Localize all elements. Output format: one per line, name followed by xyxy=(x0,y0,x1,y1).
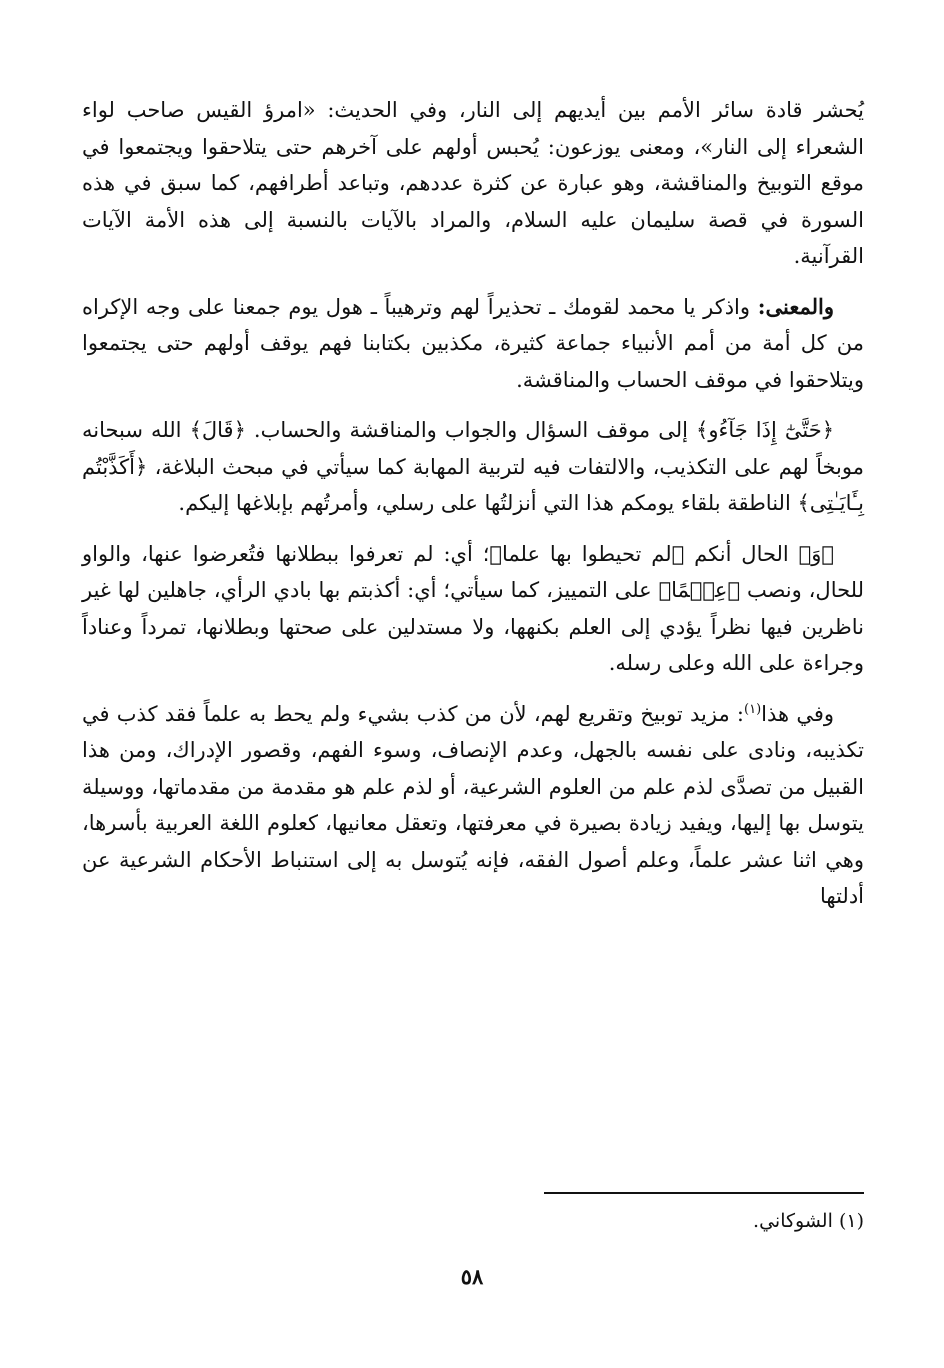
paragraph-2 xyxy=(82,289,864,399)
paragraph-4 xyxy=(82,536,864,682)
paragraph-5-start: وفي هذا xyxy=(761,701,834,726)
footnote-number: (١) xyxy=(838,1210,864,1232)
paragraph-5-text: : مزيد توبيخ وتقريع لهم، لأن من كذب بشيء ولم يحط به علماً فقد كذب في تكذيبه، ونادى على نفسه بالجهل، وعدم الإنصاف، وسوء الفهم، وقصور الإدراك، ومن هذا القبيل من تصدَّى لذم علم من العلوم الشرعية، أو لذم علم هو مقدمة من مقدماتها، ووسيلة يتوسل بها إليها، ويفيد زيادة بصيرة في معرفتها، وتعقل معانيها، كعلوم اللغة العربية بأسرها، وهي اثنا عشر علماً، وعلم أصول الفقه، فإنه يُتوسل به إلى استنباط الأحكام الشرعية عن أدلتها xyxy=(82,701,864,908)
paragraph-1-text: يُحشر قادة سائر الأمم بين أيديهم إلى النار، وفي الحديث: «امرؤ القيس صاحب لواء الشعراء إلى النار»، ومعنى يوزعون: يُحبس أولهم على آخرهم حتى يتلاحقوا ويجتمعوا في موقع التوبيخ والمناقشة، وهو عبارة عن كثرة عددهم، وتباعد أطرافهم، كما سبق في هذه السورة في قصة سليمان عليه السلام، والمراد بالآيات بالنسبة إلى هذه الأمة الآيات القرآنية. xyxy=(82,98,864,268)
paragraph-2-text: واذكر يا محمد لقومك ـ تحذيراً لهم وترهيباً ـ هول يوم جمعنا على وجه الإكراه من كل أمة من أمم الأنبياء جماعة كثيرة، مكذبين بكتابنا فهم يوقف أولهم حتى يجتمعوا ويتلاحقوا في موقف الحساب والمناقشة. xyxy=(82,294,864,392)
page-body xyxy=(82,92,864,929)
footnote xyxy=(82,1206,864,1236)
paragraph-1 xyxy=(82,92,864,275)
page-number: ٥٨ xyxy=(460,1264,484,1289)
paragraph-5 xyxy=(82,696,864,915)
paragraph-4-text: ﴿وَ﴾ الحال أنكم ﴿لم تحيطوا بها علما﴾؛ أي: لم تعرفوا ببطلانها فتُعرضوا عنها، والواو للحال، ونصب ﴿عِلۡمًا﴾ على التمييز، كما سيأتي؛ أي: أكذبتم بها بادي الرأي، جاهلين لها غير ناظرين فيها نظراً يؤدي إلى العلم بكنهها، ولا مستدلين على صحتها وبطلانها، تمرداً وعناداً وجراءة على الله وعلى رسله. xyxy=(82,541,864,675)
paragraph-3-text: ﴿حَتَّىٰٓ إِذَا جَآءُو﴾ إلى موقف السؤال والجواب والمناقشة والحساب. ﴿قَالَ﴾ الله سبحانه موبخاً لهم على التكذيب، والالتفات فيه لتربية المهابة كما سيأتي في مبحث البلاغة، ﴿أَكَذَّبْتُم بِـَٔايَـٰتِى﴾ الناطقة بلقاء يومكم هذا التي أنزلتُها على رسلي، وأمرتُهم بإبلاغها إليكم. xyxy=(82,418,864,515)
paragraph-3 xyxy=(82,412,864,522)
footnote-reference[interactable]: (١) xyxy=(744,701,762,717)
footnote-divider xyxy=(544,1192,864,1194)
paragraph-2-lead: والمعنى: xyxy=(757,293,834,319)
footnote-text: الشوكاني. xyxy=(753,1210,833,1232)
